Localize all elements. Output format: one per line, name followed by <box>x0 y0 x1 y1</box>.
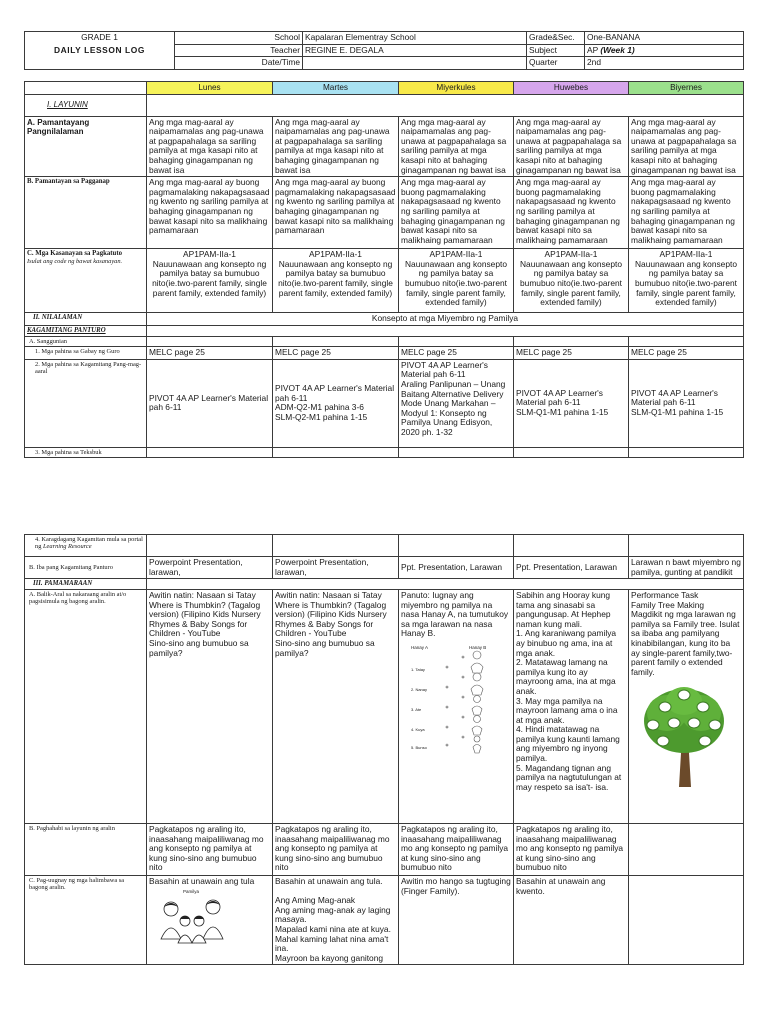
label-pamantayang-pangnilalaman: A. Pamantayang Pangnilalaman <box>25 116 147 177</box>
pu-martes: Basahin at unawain ang tula. Ang Aming Mag-anak Ang aming mag-anak ay laging masaya. Mapalad kami nina ate at kuya. Mahal kaming lahat nina ama't ina. Mayroon ba kayong ganitong <box>273 875 399 964</box>
hanay-item-3: 3. Ate <box>411 706 422 712</box>
day-header-martes: Martes <box>273 82 399 95</box>
layunin-blank <box>147 94 744 116</box>
kas-code: AP1PAM-IIa-1 <box>183 249 236 260</box>
label-kasanayan <box>25 249 147 313</box>
sang-lunes <box>147 336 273 346</box>
kpm-miyerkules: PIVOT 4A AP Learner's Material pah 6-11 Araling Panlipunan – Unang Baitang Alternative Delivery Mode Unang Markahan – Modyul 1: Konsepto ng Pamilya Unang Edisyon, 2020 ph. 1-32 <box>399 359 514 447</box>
label-karagdagang-kagamitan <box>25 535 147 557</box>
pp-lunes: Ang mga mag-aaral ay naipamamalas ang pag-unawa at pagpapahalaga sa sariling pamilya at mga kasapi nito at bahaging ginagampanan ng bawat isa <box>147 116 273 177</box>
pamilya-poem-caption: Pamilya <box>183 888 200 894</box>
pp-biyernes: Ang mga mag-aaral ay naipamamalas ang pag-unawa at pagpapahalaga sa sariling pamilya at mga kasapi nito at bahaging ginagampanan ng bawat isa <box>629 116 744 177</box>
gabay-miyerkules: MELC page 25 <box>399 347 514 360</box>
ba-martes: Awitin natin: Nasaan si Tatay Where is Thumbkin? (Tagalog version) (Filipino Kids Nursery Rhymes & Baby Songs for Children - YouTube Sino-sino ang bumubuo sa pamilya? <box>273 589 399 823</box>
ba-biyernes-text: Performance Task Family Tree Making Magdikit ng mga larawan ng pamilya sa Family tree. Isulat sa ibaba ang pamilyang kinabibilangan, kung ito ba ay single-parent family,two-parent family o extended family. <box>631 589 740 677</box>
teacher-label: Teacher <box>175 44 303 57</box>
daily-lesson-log-title: DAILY LESSON LOG <box>25 44 175 57</box>
section-pamamaraan: III. PAMAMARAAN <box>25 579 147 590</box>
pu-lunes <box>147 875 273 964</box>
gradesec-label: Grade&Sec. <box>527 32 585 45</box>
ph-biyernes <box>629 823 744 875</box>
ipk-miyerkules: Ppt. Presentation, Larawan <box>399 557 514 579</box>
pamamaraan-blank <box>147 579 744 590</box>
subject-code: AP <box>587 44 599 55</box>
sang-biyernes <box>629 336 744 346</box>
psp-biyernes: Ang mga mag-aaral ay buong pagmamalaking nakapagsasaad ng kwento ng sariling pamilya at bahaging ginagampanan ng bawat kasapi nito sa malikhaing pamamaraan <box>629 177 744 249</box>
gradesec-value: One-BANANA <box>585 32 744 45</box>
subject-week: (Week 1) <box>600 44 635 55</box>
pamilya-poem-image <box>153 889 233 947</box>
label-teksbuk: 3. Mga pahina sa Teksbuk <box>25 447 147 457</box>
kasanayan-title: C. Mga Kasanayan sa Pagkatuto <box>27 250 122 258</box>
pu-huwebes: Basahin at unawain ang kwento. <box>514 875 629 964</box>
datetime-value <box>303 57 527 70</box>
hanay-b-label: Hanay B <box>469 644 487 650</box>
kas-text: Nauunawaan ang konsepto ng pamilya batay sa bumubuo nito(ie.two-parent family, single parent family, extended family) <box>520 258 622 308</box>
ipk-biyernes: Larawan n bawt miyembro ng pamilya, gunting at pandikit <box>629 557 744 579</box>
section-kagamitang-panturo: KAGAMITANG PANTURO <box>25 325 147 336</box>
kas-text: Nauunawaan ang konsepto ng pamilya batay sa bumubuo nito(ie.two-parent family, single parent family, extended family) <box>635 258 737 308</box>
kk-huwebes <box>514 535 629 557</box>
kas-code: AP1PAM-IIa-1 <box>659 249 713 260</box>
psp-huwebes: Ang mga mag-aaral ay buong pagmamalaking nakapagsasaad ng kwento ng sariling pamilya at bahaging ginagampanan ng bawat kasapi nito sa malikhaing pamamaraan <box>514 177 629 249</box>
pu-biyernes <box>629 875 744 964</box>
ipk-lunes: Powerpoint Presentation, larawan, <box>147 557 273 579</box>
ba-huwebes: Sabihin ang Hooray kung tama ang sinasabi sa pangungusap. At Hephep naman kung mali. 1. Ang karaniwang pamilya ay binubuo ng ama, ina at mga anak. 2. Matatawag lamang na pamilya kung ito ay mayroong ama, ina at mga anak. 3. May mga pamilya na mayroon lamang ama o ina at mga anak. 4. Hindi matatawag na pamilya kung kaunti lamang ang miyembro ng inyong pamilya. 5. Magandang tignan ang pamilya na nagtutulungan at may respeto sa isa't- isa. <box>514 589 629 823</box>
ph-martes: Pagkatapos ng araling ito, inaasahang maipaliliwanag mo ang konsepto ng pamilya at kung sino-sino ang bumubuo nito <box>273 823 399 875</box>
kasanayan-note: Isulat ang code ng bawat kasanayan. <box>27 257 123 265</box>
teks-martes <box>273 447 399 457</box>
label-paghahabi: B. Paghahabi sa layunin ng aralin <box>25 823 147 875</box>
kk-biyernes <box>629 535 744 557</box>
pp-martes: Ang mga mag-aaral ay naipamamalas ang pag-unawa at pagpapahalaga sa sariling pamilya at mga kasapi nito at bahaging ginagampanan ng bawat isa <box>273 116 399 177</box>
family-figures-illustration <box>407 643 503 755</box>
teks-miyerkules <box>399 447 514 457</box>
header-table <box>24 31 744 70</box>
nilalaman-value: Konsepto at mga Miyembro ng Pamilya <box>147 313 744 326</box>
label-pamantayan-sa-pagganap: B. Pamantayan sa Pagganap <box>25 177 147 249</box>
gabay-biyernes: MELC page 25 <box>629 347 744 360</box>
gabay-martes: MELC page 25 <box>273 347 399 360</box>
quarter-value: 2nd <box>585 57 744 70</box>
kas-biyernes <box>629 249 744 313</box>
section-layunin: I. LAYUNIN <box>25 94 147 116</box>
header-blank <box>25 57 175 70</box>
hanay-item-2: 2. Nanay <box>411 686 428 692</box>
family-tree-image <box>641 683 727 789</box>
ph-miyerkules: Pagkatapos ng araling ito, inaasahang maipaliliwanag mo ang konsepto ng pamilya at kung sino-sino ang bumubuo nito <box>399 823 514 875</box>
ba-miyerkules <box>399 589 514 823</box>
kpm-biyernes: PIVOT 4A AP Learner's Material pah 6-11 SLM-Q1-M1 pahina 1-15 <box>629 359 744 447</box>
teacher-value: REGINE E. DEGALA <box>303 44 527 57</box>
ba-lunes: Awitin natin: Nasaan si Tatay Where is Thumbkin? (Tagalog version) (Filipino Kids Nursery Rhymes & Baby Songs for Children - YouTube Sino-sino ang bumubuo sa pamilya? <box>147 589 273 823</box>
sang-martes <box>273 336 399 346</box>
kpm-huwebes: PIVOT 4A AP Learner's Material pah 6-11 SLM-Q1-M1 pahina 1-15 <box>514 359 629 447</box>
school-value: Kapalaran Elementray School <box>303 32 527 45</box>
lesson-table-page2 <box>24 534 744 965</box>
ba-biyernes <box>629 589 744 823</box>
teks-huwebes <box>514 447 629 457</box>
teks-lunes <box>147 447 273 457</box>
kas-code: AP1PAM-IIa-1 <box>309 249 362 260</box>
section-nilalaman: II. NILALAMAN <box>25 313 147 326</box>
kpm-lunes: PIVOT 4A AP Learner's Material pah 6-11 <box>147 359 273 447</box>
ph-lunes: Pagkatapos ng araling ito, inaasahang maipaliliwanag mo ang konsepto ng pamilya at kung sino-sino ang bumubuo nito <box>147 823 273 875</box>
psp-miyerkules: Ang mga mag-aaral ay buong pagmamalaking nakapagsasaad ng kwento ng sariling pamilya at bahaging ginagampanan ng bawat kasapi nito sa malikhaing pamamaraan <box>399 177 514 249</box>
datetime-label: Date/Time <box>175 57 303 70</box>
sang-miyerkules <box>399 336 514 346</box>
quarter-label: Quarter <box>527 57 585 70</box>
sang-huwebes <box>514 336 629 346</box>
label-pag-uugnay: C. Pag-uugnay ng mga halimbawa sa bagong aralin. <box>25 875 147 964</box>
kas-text: Nauunawaan ang konsepto ng pamilya batay sa bumubuo nito(ie.two-parent family, single parent family, extended family) <box>405 258 507 308</box>
lesson-table-page1 <box>24 81 744 458</box>
school-label: School <box>175 32 303 45</box>
hanay-item-5: 5. Bunso <box>411 744 427 750</box>
hanay-item-4: 4. Kuya <box>411 726 425 732</box>
teks-biyernes <box>629 447 744 457</box>
day-header-miyerkules: Miyerkules <box>399 82 514 95</box>
kk-miyerkules <box>399 535 514 557</box>
subject-label: Subject <box>527 44 585 57</box>
kas-text: Nauunawaan ang konsepto ng pamilya batay sa bumubuo nito(ie.two-parent family, single parent family, extended family) <box>278 258 393 298</box>
hanay-item-1: 1. Tatay <box>411 666 425 672</box>
kas-huwebes <box>514 249 629 313</box>
label-balik-aral: A. Balik-Aral sa nakaraang aralin at/o pagsisimula ng bagong aralin. <box>25 589 147 823</box>
label-kagamitang-pang-mag-aaral: 2. Mga pahina sa Kagamitang Pang-mag-aaral <box>25 359 147 447</box>
pu-miyerkules: Awitin mo hango sa tugtuging (Finger Family). <box>399 875 514 964</box>
kas-text: Nauunawaan ang konsepto ng pamilya batay sa bumubuo nito(ie.two-parent family, single parent family, extended family) <box>152 258 267 298</box>
day-header-lunes: Lunes <box>147 82 273 95</box>
psp-martes: Ang mga mag-aaral ay buong pagmamalaking nakapagsasaad ng kwento ng sariling pamilya at bahaging ginagampanan ng bawat kasapi nito sa malikhaing pamamaraan <box>273 177 399 249</box>
ipk-huwebes: Ppt. Presentation, Larawan <box>514 557 629 579</box>
kas-code: AP1PAM-IIa-1 <box>544 249 598 260</box>
pp-miyerkules: Ang mga mag-aaral ay naipamamalas ang pag-unawa at pagpapahalaga sa sariling pamilya at mga kasapi nito at bahaging ginagampanan ng bawat isa <box>399 116 514 177</box>
gabay-lunes: MELC page 25 <box>147 347 273 360</box>
day-header-biyernes: Biyernes <box>629 82 744 95</box>
ipk-martes: Powerpoint Presentation, larawan, <box>273 557 399 579</box>
corner-cell <box>25 82 147 95</box>
gabay-huwebes: MELC page 25 <box>514 347 629 360</box>
subject-value <box>585 44 744 57</box>
hanay-a-label: Hanay A <box>411 644 429 650</box>
kagamitang-blank <box>147 325 744 336</box>
kk-martes <box>273 535 399 557</box>
kk-lunes <box>147 535 273 557</box>
psp-lunes: Ang mga mag-aaral ay buong pagmamalaking nakapagsasaad ng kwento ng sariling pamilya at bahaging ginagampanan ng bawat kasapi nito sa malikhaing pamamaraan <box>147 177 273 249</box>
kas-martes <box>273 249 399 313</box>
pu-lunes-text: Basahin at unawain ang tula <box>149 875 255 886</box>
ph-huwebes: Pagkatapos ng araling ito, inaasahang maipaliliwanag mo ang konsepto ng pamilya at kung sino-sino ang bumubuo nito <box>514 823 629 875</box>
kpm-martes: PIVOT 4A AP Learner's Material pah 6-11 ADM-Q2-M1 pahina 3-6 SLM-Q2-M1 pahina 1-15 <box>273 359 399 447</box>
label-gabay-guro: 1. Mga pahina sa Gabay ng Guro <box>25 347 147 360</box>
kas-code: AP1PAM-IIa-1 <box>429 249 483 260</box>
label-sanggunian: A. Sanggunian <box>25 336 147 346</box>
kas-miyerkules <box>399 249 514 313</box>
ba-miyerkules-instruction: Panuto: Iugnay ang miyembro ng pamilya na nasa Hanay A, na tumutukoy sa mga larawan na nasa Hanay B. <box>401 589 509 639</box>
matching-worksheet <box>407 643 503 755</box>
label-iba-pang-kagamitan: B. Iba pang Kagamitang Panturo <box>25 557 147 579</box>
family-cartoon-icon <box>153 889 233 947</box>
karagdagang-kagamitan-text: 4. Karagdagang Kagamitan mula sa portal ng <box>35 536 143 551</box>
kas-lunes <box>147 249 273 313</box>
pp-huwebes: Ang mga mag-aaral ay naipamamalas ang pag-unawa at pagpapahalaga sa sariling pamilya at mga kasapi nito at bahaging ginagampanan ng bawat isa <box>514 116 629 177</box>
grade-label: GRADE 1 <box>25 32 175 45</box>
learning-resource-text: Learning Resource <box>43 543 92 551</box>
day-header-huwebes: Huwebes <box>514 82 629 95</box>
